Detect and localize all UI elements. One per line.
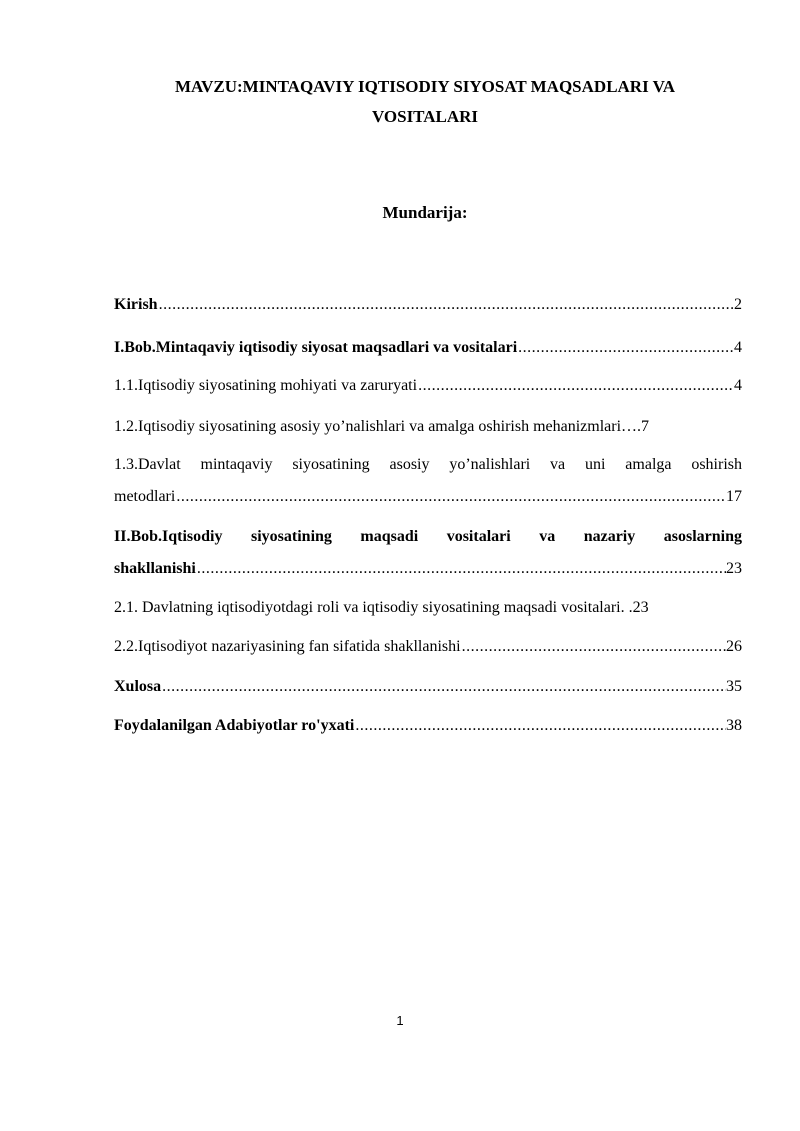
toc-entry-page: 26 <box>726 638 742 655</box>
toc-entry-page: 2 <box>734 296 742 313</box>
page-number: 1 <box>396 1013 404 1028</box>
dot-leader <box>161 674 726 700</box>
toc-entry-label: metodlari <box>114 488 176 505</box>
toc-entry-label: Kirish <box>114 296 158 313</box>
toc-heading: Mundarija: <box>382 203 468 222</box>
document-title-line-1: MAVZU:MINTAQAVIY IQTISODIY SIYOSAT MAQSADLARI VA <box>174 77 676 96</box>
toc-entry-label: II.Bob.Iqtisodiy siyosatining maqsadi vositalari va nazariy asoslarning <box>114 528 742 545</box>
toc-entry-label: 1.1.Iqtisodiy siyosatining mohiyati va zaruryati <box>114 377 418 394</box>
toc-entry-page: 23 <box>726 560 742 577</box>
toc-entry-label: 1.3.Davlat mintaqaviy siyosatining asosiy yo’nalishlari va uni amalga oshirish <box>114 456 742 473</box>
toc-entry-1-3-line-2 <box>114 484 742 510</box>
toc-entry-page: 38 <box>726 717 742 734</box>
dot-leader <box>158 292 734 318</box>
toc-entry-label: Foydalanilgan Adabiyotlar ro'yxati <box>114 717 355 734</box>
toc-entry-page: 35 <box>726 678 742 695</box>
toc-entry-kirish <box>114 292 742 318</box>
toc-entry-references <box>114 713 742 739</box>
toc-entry-label: 2.2.Iqtisodiyot nazariyasining fan sifatida shakllanishi <box>114 638 461 655</box>
dot-leader <box>175 484 726 510</box>
toc-entry-2-1 <box>114 595 742 621</box>
toc-entry-text: 1.2.Iqtisodiy siyosatining asosiy yo’nalishlari va amalga oshirish mehanizmlari….7 <box>114 418 650 435</box>
toc-entry-page: 4 <box>734 377 742 394</box>
toc-entry-page: 17 <box>726 488 742 505</box>
toc-entry-label: shakllanishi <box>114 560 196 577</box>
toc-entry-page: 4 <box>734 339 742 356</box>
toc-entry-1-1 <box>114 373 742 399</box>
toc-entry-2-2 <box>114 634 742 660</box>
toc-entry-text: 2.1. Davlatning iqtisodiyotdagi roli va iqtisodiy siyosatining maqsadi vositalari. .23 <box>114 599 649 616</box>
toc-entry-chapter-2-line-2 <box>114 556 742 582</box>
toc-entry-label: I.Bob.Mintaqaviy iqtisodiy siyosat maqsadlari va vositalari <box>114 339 518 356</box>
toc-entry-1-2 <box>114 414 742 440</box>
toc-entry-chapter-2-line-1 <box>114 524 742 550</box>
dot-leader <box>517 335 734 361</box>
dot-leader <box>461 634 726 660</box>
document-title-line-2: VOSITALARI <box>371 107 479 126</box>
toc-entry-1-3-line-1 <box>114 452 742 478</box>
toc-entry-xulosa <box>114 674 742 700</box>
toc-entry-label: Xulosa <box>114 678 162 695</box>
dot-leader <box>196 556 726 582</box>
dot-leader <box>354 713 726 739</box>
toc-entry-chapter-1 <box>114 335 742 361</box>
dot-leader <box>417 373 734 399</box>
